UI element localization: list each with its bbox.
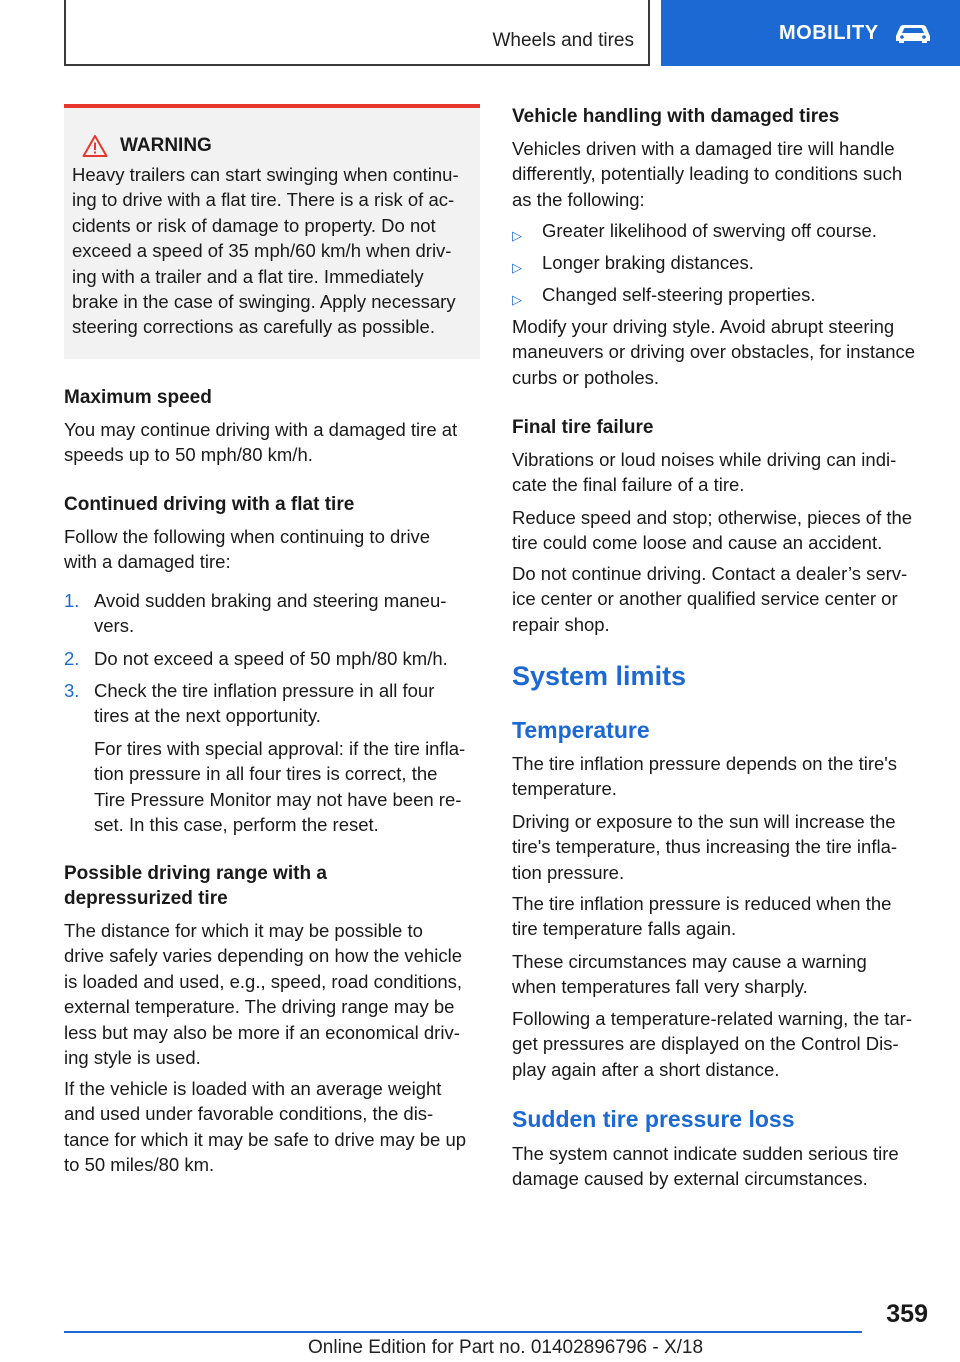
temperature-text-5 xyxy=(512,1006,912,1082)
text-line: when temperatures fall very sharply. xyxy=(512,976,808,998)
text-line: The distance for which it may be possible to xyxy=(64,920,423,941)
text-line: The system cannot indicate sudden serious tire xyxy=(512,1143,899,1164)
text-line: tire could come loose and cause an accident. xyxy=(512,532,883,554)
temperature-text-1 xyxy=(512,751,897,802)
text-line: cate the final failure of a tire. xyxy=(512,474,745,496)
warning-triangle-icon xyxy=(82,134,108,158)
footer-edition: Online Edition for Part no. 01402896796 - X/18 xyxy=(308,1337,704,1358)
list-text: Greater likelihood of swerving off course. xyxy=(542,220,877,241)
warning-title: WARNING xyxy=(120,135,212,156)
text-line: Modify your driving style. Avoid abrupt steering xyxy=(512,316,895,337)
triangle-bullet-icon: ▷ xyxy=(512,292,522,307)
chapter-title: MOBILITY xyxy=(779,21,879,44)
text-line: temperature. xyxy=(512,778,617,800)
final-failure-text-2 xyxy=(512,505,912,556)
handling-outro xyxy=(512,314,915,390)
pressure-loss-heading: Sudden tire pressure loss xyxy=(512,1106,795,1132)
handling-heading: Vehicle handling with damaged tires xyxy=(512,106,840,127)
text-line: You may continue driving with a damaged tire at xyxy=(64,419,458,440)
text-line: tire temperature falls again. xyxy=(512,918,737,940)
temperature-heading: Temperature xyxy=(512,717,650,743)
text-line: tires at the next opportunity. xyxy=(94,705,321,727)
text-line: ice center or another qualified service center or xyxy=(512,588,898,610)
text-line: tance for which it may be safe to drive may be up xyxy=(64,1128,467,1150)
list-number: 1. xyxy=(64,590,80,611)
text-line: play again after a short distance. xyxy=(512,1058,780,1080)
driving-range-text-2 xyxy=(64,1076,466,1178)
text-line: The tire inflation pressure is reduced when the xyxy=(512,893,892,914)
text-line: curbs or potholes. xyxy=(512,366,660,388)
temperature-text-2 xyxy=(512,809,897,885)
list-text: Longer braking distances. xyxy=(542,252,754,273)
flat-tire-intro xyxy=(64,524,430,575)
chapter-tab xyxy=(661,0,960,66)
text-line: Avoid sudden braking and steering maneu- xyxy=(94,590,447,611)
triangle-bullet-icon: ▷ xyxy=(512,260,522,275)
warning-line: ing to drive with a flat tire. There is a risk of ac- xyxy=(72,189,455,211)
list-number: 2. xyxy=(64,648,80,669)
step3-note xyxy=(94,736,465,838)
warning-header xyxy=(72,134,468,158)
final-failure-heading: Final tire failure xyxy=(512,417,654,438)
list-item xyxy=(64,678,480,730)
list-item xyxy=(512,282,928,308)
warning-line: brake in the case of swinging. Apply necessary xyxy=(72,291,456,313)
list-text: Changed self-steering properties. xyxy=(542,284,816,305)
list-item xyxy=(512,218,928,244)
text-line: drive safely varies depending on how the vehicle xyxy=(64,945,462,967)
text-line: to 50 miles/80 km. xyxy=(64,1154,215,1176)
warning-line: cidents or risk of damage to property. Do not xyxy=(72,214,436,236)
text-line: Check the tire inflation pressure in all four xyxy=(94,680,435,701)
final-failure-text-3 xyxy=(512,561,907,637)
header-section-box xyxy=(64,0,650,66)
list-item xyxy=(64,588,480,640)
text-line: repair shop. xyxy=(512,613,610,635)
temperature-text-4 xyxy=(512,949,867,1000)
text-line: If the vehicle is loaded with an average weight xyxy=(64,1078,442,1099)
temperature-text-3 xyxy=(512,891,891,942)
final-failure-text-1 xyxy=(512,447,896,498)
text-line: Reduce speed and stop; otherwise, pieces of the xyxy=(512,507,913,528)
warning-line: exceed a speed of 35 mph/60 km/h when driv- xyxy=(72,240,452,262)
heading-line: depressurized tire xyxy=(64,888,228,909)
flat-tire-heading: Continued driving with a flat tire xyxy=(64,494,355,515)
text-line: less but may also be more if an economical driv- xyxy=(64,1021,460,1043)
text-line: is loaded and used, e.g., speed, road conditions, xyxy=(64,970,463,992)
text-line: with a damaged tire: xyxy=(64,551,231,573)
text-line: Vibrations or loud noises while driving can indi- xyxy=(512,449,897,470)
text-line: set. In this case, perform the reset. xyxy=(94,814,379,836)
text-line: Do not continue driving. Contact a dealer’s serv- xyxy=(512,563,908,584)
warning-line: ing with a trailer and a flat tire. Immediately xyxy=(72,265,424,287)
triangle-bullet-icon: ▷ xyxy=(512,228,522,243)
page-number: 359 xyxy=(886,1300,928,1328)
text-line: Do not exceed a speed of 50 mph/80 km/h. xyxy=(94,648,448,669)
footer-divider xyxy=(64,1331,862,1333)
driving-range-text xyxy=(64,918,462,1070)
driving-range-heading xyxy=(64,861,327,911)
warning-box xyxy=(64,104,480,359)
warning-text xyxy=(72,162,468,340)
text-line: as the following: xyxy=(512,188,645,210)
list-item xyxy=(64,646,480,672)
list-text xyxy=(94,588,446,639)
text-line: tire's temperature, thus increasing the tire infla- xyxy=(512,836,898,858)
system-limits-heading: System limits xyxy=(512,661,687,691)
list-number: 3. xyxy=(64,680,80,701)
text-line: external temperature. The driving range may be xyxy=(64,996,455,1018)
text-line: speeds up to 50 mph/80 km/h. xyxy=(64,444,313,466)
list-item xyxy=(512,250,928,276)
section-title: Wheels and tires xyxy=(492,30,634,51)
text-line: Driving or exposure to the sun will increase the xyxy=(512,811,896,832)
max-speed-text xyxy=(64,417,457,468)
text-line: tion pressure in all four tires is correct, the xyxy=(94,763,438,785)
text-line: maneuvers or driving over obstacles, for instance xyxy=(512,341,916,363)
text-line: differently, potentially leading to conditions such xyxy=(512,163,903,185)
list-text xyxy=(94,678,434,729)
warning-line: Heavy trailers can start swinging when continu- xyxy=(72,164,459,185)
text-line: For tires with special approval: if the tire infla- xyxy=(94,738,466,759)
max-speed-heading: Maximum speed xyxy=(64,387,212,408)
text-line: Follow the following when continuing to drive xyxy=(64,526,431,547)
text-line: and used under favorable conditions, the dis- xyxy=(64,1103,434,1125)
pressure-loss-text xyxy=(512,1141,899,1192)
text-line: Following a temperature-related warning, the tar- xyxy=(512,1008,912,1029)
text-line: Tire Pressure Monitor may not have been re- xyxy=(94,788,462,810)
text-line: vers. xyxy=(94,615,135,637)
text-line: damage caused by external circumstances. xyxy=(512,1168,868,1190)
heading-line: Possible driving range with a xyxy=(64,863,327,884)
text-line: The tire inflation pressure depends on the tire's xyxy=(512,753,898,774)
text-line: Vehicles driven with a damaged tire will handle xyxy=(512,138,895,159)
text-line: get pressures are displayed on the Control Dis- xyxy=(512,1033,899,1055)
warning-line: steering corrections as carefully as possible. xyxy=(72,316,435,338)
text-line: These circumstances may cause a warning xyxy=(512,951,867,972)
list-text xyxy=(94,646,448,671)
car-icon xyxy=(893,22,933,44)
text-line: tion pressure. xyxy=(512,861,625,883)
handling-intro xyxy=(512,136,902,212)
text-line: ing style is used. xyxy=(64,1047,201,1069)
